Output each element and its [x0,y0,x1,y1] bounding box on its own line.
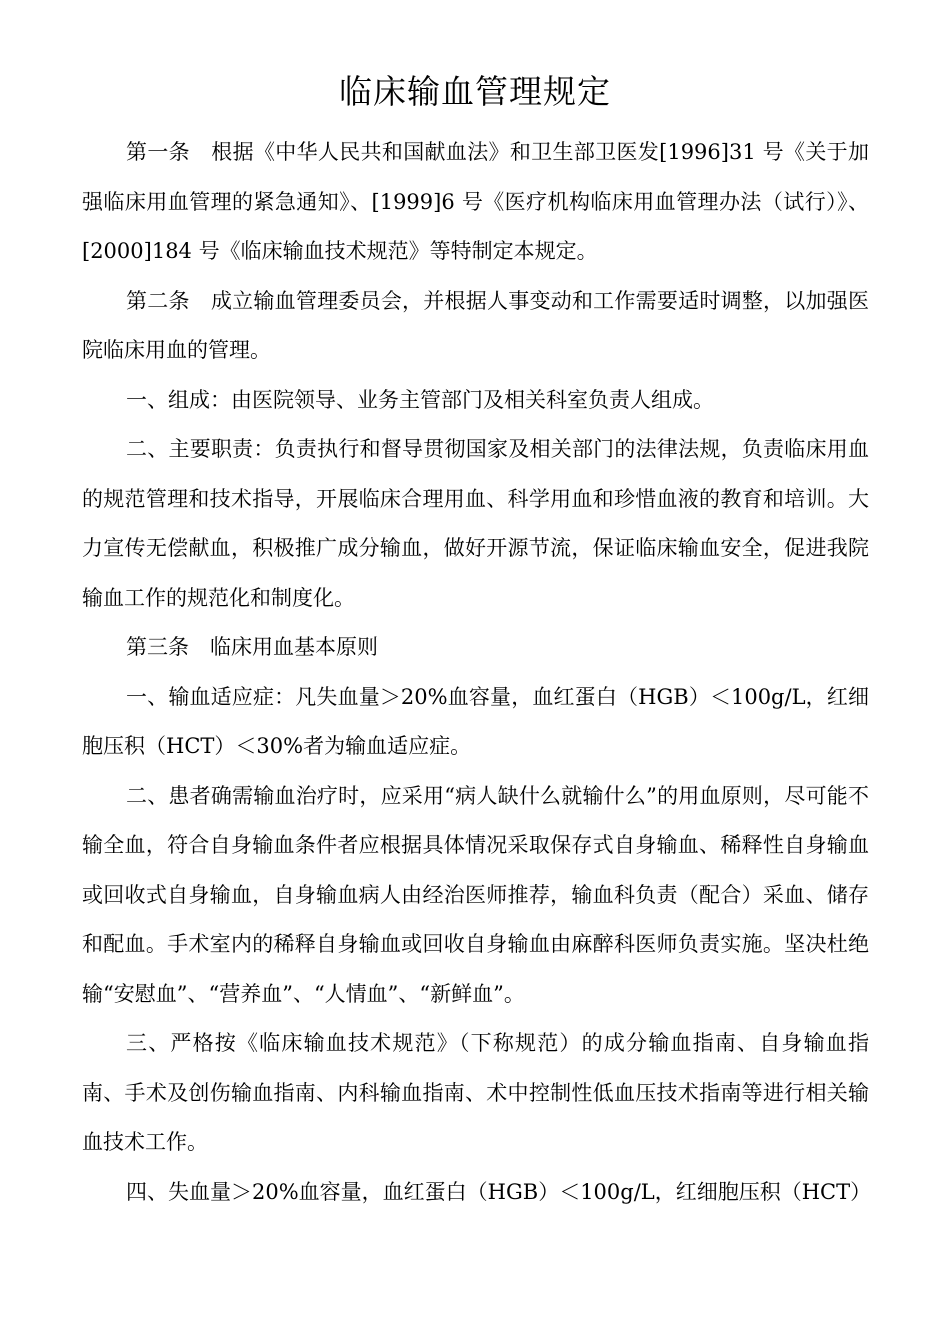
article-3-item-3: 三、严格按《临床输血技术规范》（下称规范）的成分输血指南、自身输血指南、手术及创伤输血指南、内科输血指南、术中控制性低血压技术指南等进行相关输血技术工作。 [82,1031,869,1154]
article-3-heading: 第三条 临床用血基本原则 [126,635,378,659]
article-3-item-1: 一、输血适应症：凡失血量＞20%血容量，血红蛋白（HGB）＜100g/L，红细胞压积（HCT）＜30%者为输血适应症。 [82,684,869,758]
article-2-item-1: 一、组成：由医院领导、业务主管部门及相关科室负责人组成。 [126,387,714,412]
article-3-item-4: 四、失血量＞20%血容量，血红蛋白（HGB）＜100g/L，红细胞压积（HCT） [126,1179,872,1204]
document-body [82,128,872,1217]
article-2-item-2: 二、主要职责：负责执行和督导贯彻国家及相关部门的法律法规，负责临床用血的规范管理和技术指导，开展临床合理用血、科学用血和珍惜血液的教育和培训。大力宣传无偿献血，积极推广成分输血，做好开源节流，保证临床输血安全，促进我院输血工作的规范化和制度化。 [82,437,869,610]
article-1-paragraph: 第一条 根据《中华人民共和国献血法》和卫生部卫医发[1996]31 号《关于加强临床用血管理的紧急通知》、[1999]6 号《医疗机构临床用血管理办法（试行）》、[2000]184 号《临床输血技术规范》等特制定本规定。 [82,140,869,263]
document-title: 临床输血管理规定 [339,72,611,111]
article-2-paragraph: 第二条 成立输血管理委员会，并根据人事变动和工作需要适时调整，以加强医院临床用血的管理。 [82,288,869,362]
article-3-item-2: 二、患者确需输血治疗时，应采用“病人缺什么就输什么”的用血原则，尽可能不输全血，符合自身输血条件者应根据具体情况采取保存式自身输血、稀释性自身输血或回收式自身输血，自身输血病人由经治医师推荐，输血科负责（配合）采血、储存和配血。手术室内的稀释自身输血或回收自身输血由麻醉科医师负责实施。坚决杜绝输“安慰血”、“营养血”、“人情血”、“新鲜血”。 [82,783,869,1006]
